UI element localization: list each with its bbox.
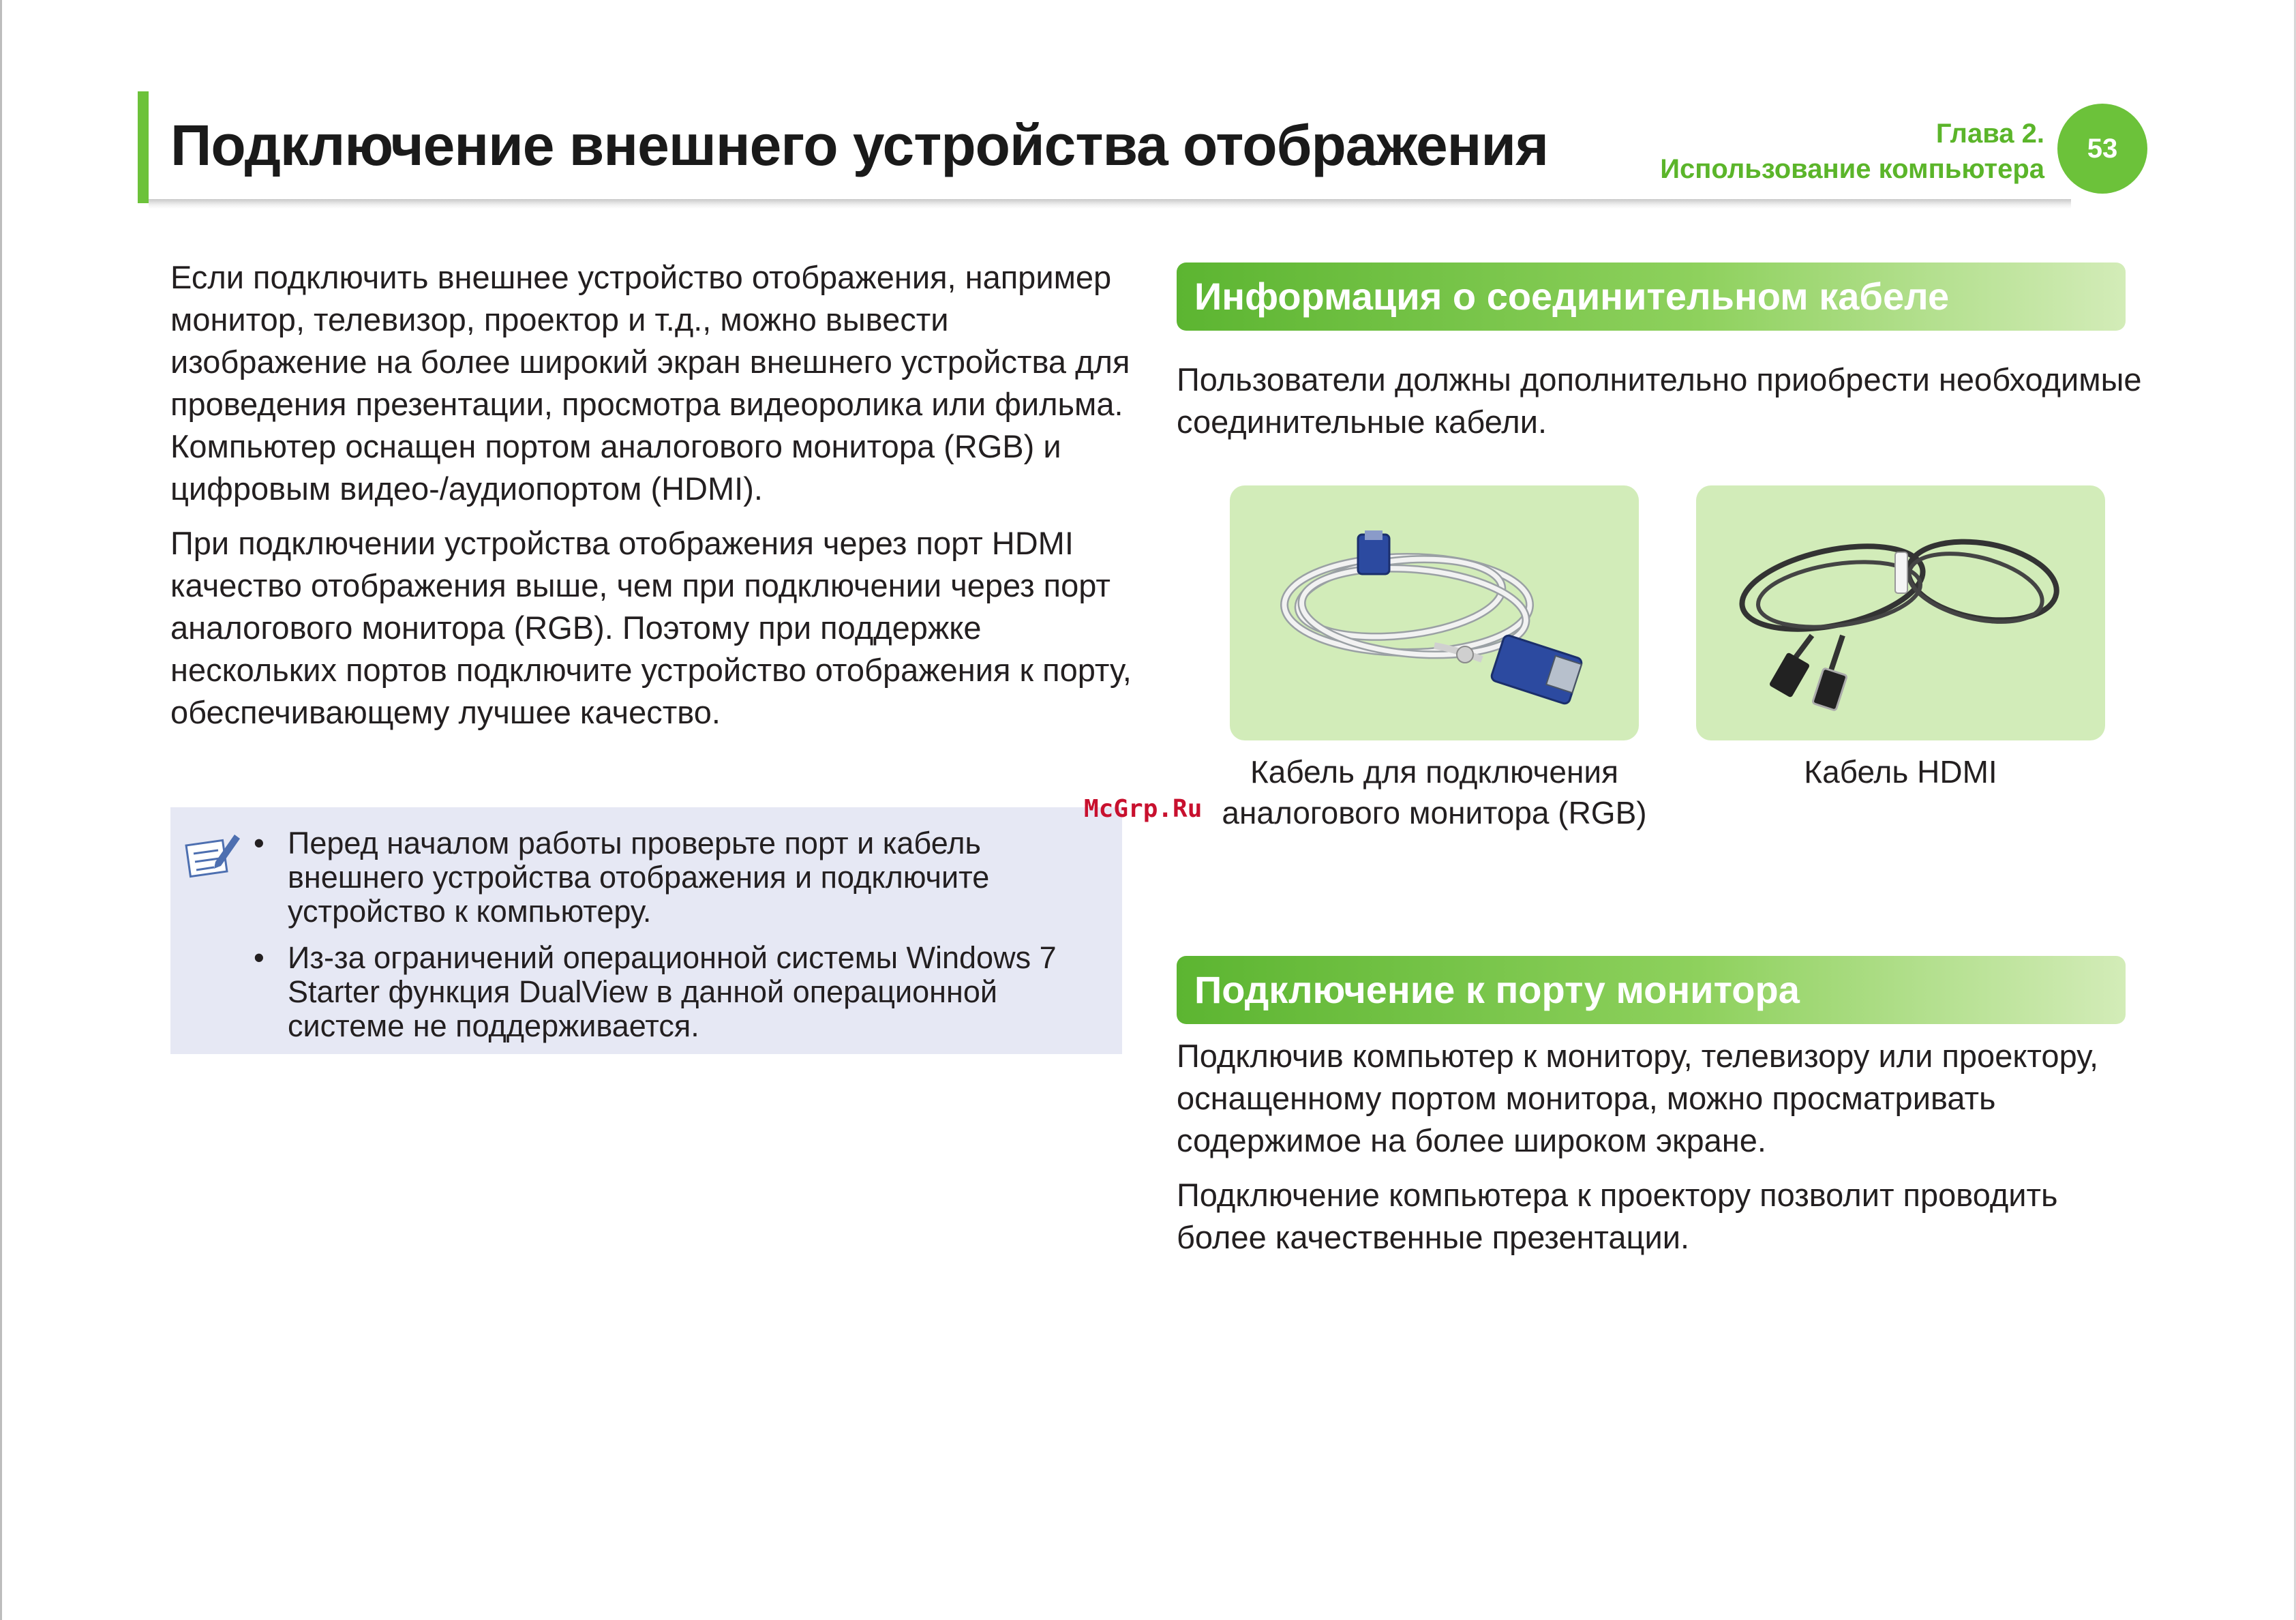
rgb-cable-caption (1196, 751, 1673, 833)
watermark: McGrp.Ru (1084, 795, 1203, 823)
intro-column (170, 256, 1138, 746)
page-title: Подключение внешнего устройства отображения (170, 113, 1549, 177)
bullet: • (254, 826, 265, 860)
title-accent-bar (138, 91, 149, 203)
note-item-text: Из-за ограничений операционной системы Windows 7 Starter функция DualView в данной операционной системе не поддерживается. (288, 940, 1057, 1043)
rgb-caption-line-2: аналогового монитора (RGB) (1222, 795, 1647, 830)
note-item (250, 826, 1102, 929)
rgb-caption-line-1: Кабель для подключения (1250, 754, 1619, 790)
note-list (250, 826, 1102, 1055)
chapter-label (1660, 116, 2044, 187)
rgb-cable-illustration (1230, 485, 1639, 740)
chapter-number: Глава 2. (1935, 119, 2044, 149)
bullet: • (254, 940, 265, 975)
cable-info-text-block (1177, 359, 2145, 455)
intro-paragraph-2: При подключении устройства отображения через порт HDMI качество отображения выше, чем при подключении через порт аналогового монитора (RGB). Поэтому при поддержке нескольких портов подключите устройство отображения к порту, обеспечивающему лучшее качество. (170, 525, 1132, 730)
monitor-port-heading: Подключение к порту монитора (1177, 956, 2126, 1024)
note-item (250, 941, 1102, 1043)
cable-info-heading: Информация о соединительном кабеле (1177, 262, 2126, 331)
monitor-port-text-block (1177, 1035, 2145, 1271)
cable-info-text: Пользователи должны дополнительно приобрести необходимые соединительные кабели. (1177, 361, 2142, 440)
page-number-badge: 53 (2057, 104, 2147, 194)
note-pencil-icon (184, 828, 241, 885)
hdmi-cable-illustration (1696, 485, 2105, 740)
monitor-paragraph-2: Подключение компьютера к проектору позволит проводить более качественные презентации. (1177, 1177, 2058, 1255)
intro-paragraph-1: Если подключить внешнее устройство отображения, например монитор, телевизор, проектор и т.д., можно вывести изображение на более широкий экран внешнего устройства для проведения презентации, просмотра видеоролика или фильма. Компьютер оснащен портом аналогового монитора (RGB) и цифровым видео-/аудиопортом (HDMI). (170, 259, 1130, 507)
rgb-cable-image (1230, 485, 1639, 740)
hdmi-cable-caption: Кабель HDMI (1804, 754, 1997, 790)
note-box (170, 807, 1122, 1054)
page-edge-left (0, 0, 2, 1620)
note-item-text: Перед началом работы проверьте порт и кабель внешнего устройства отображения и подключите устройство к компьютеру. (288, 826, 990, 929)
monitor-paragraph-1: Подключив компьютер к монитору, телевизору или проектору, оснащенному портом монитора, можно просматривать содержимое на более широком экране. (1177, 1038, 2099, 1158)
chapter-title: Использование компьютера (1660, 154, 2044, 184)
hdmi-cable-image (1696, 485, 2105, 740)
header-divider (149, 199, 2071, 209)
